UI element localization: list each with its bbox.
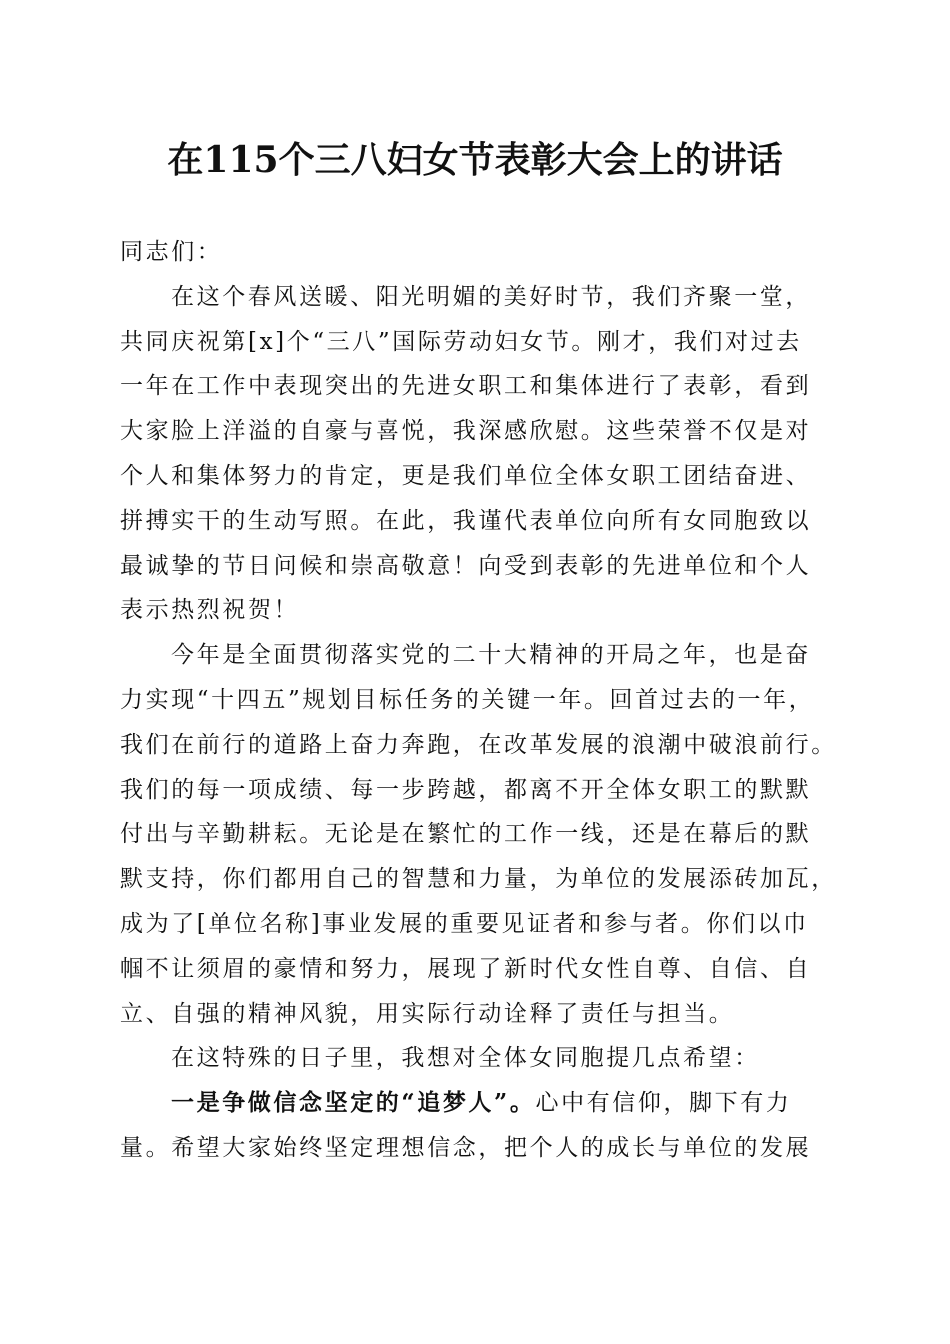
paragraph-line: 量。希望大家始终坚定理想信念，把个人的成长与单位的发展 <box>120 1134 812 1161</box>
paragraph-line: 最诚挚的节日问候和崇高敬意！向受到表彰的先进单位和个人 <box>120 552 812 579</box>
document-title: 在115个三八妇女节表彰大会上的讲话 <box>167 139 783 181</box>
paragraph-line: 成为了[单位名称]事业发展的重要见证者和参与者。你们以巾 <box>120 910 809 937</box>
paragraph-line: 付出与辛勤耕耘。无论是在繁忙的工作一线，还是在幕后的默 <box>120 821 812 848</box>
document-body <box>120 230 840 1171</box>
section-text: 心中有信仰，脚下有力 <box>535 1090 792 1117</box>
paragraph-line: 我们的每一项成绩、每一步跨越，都离不开全体女职工的默默 <box>120 776 812 803</box>
paragraph-line: 表示热烈祝贺！ <box>120 597 300 624</box>
paragraph-line: 帼不让须眉的豪情和努力，展现了新时代女性自尊、自信、自 <box>120 955 812 982</box>
paragraph-line: 立、自强的精神风貌，用实际行动诠释了责任与担当。 <box>120 1000 735 1027</box>
paragraph-line: 在这特殊的日子里，我想对全体女同胞提几点希望： <box>171 1045 760 1072</box>
section-heading: 一是争做信念坚定的“追梦人”。 <box>171 1089 536 1117</box>
paragraph-line: 在这个春风送暖、阳光明媚的美好时节，我们齐聚一堂， <box>171 283 811 310</box>
paragraph-line: 共同庆祝第[x]个“三八”国际劳动妇女节。刚才，我们对过去 <box>120 328 802 355</box>
paragraph-line: 拼搏实干的生动写照。在此，我谨代表单位向所有女同胞致以 <box>120 507 812 534</box>
paragraph-line: 今年是全面贯彻落实党的二十大精神的开局之年，也是奋 <box>171 642 811 669</box>
salutation: 同志们： <box>120 239 223 265</box>
paragraph-line <box>120 1081 840 1126</box>
paragraph-line: 一年在工作中表现突出的先进女职工和集体进行了表彰，看到 <box>120 373 812 400</box>
paragraph-line: 我们在前行的道路上奋力奔跑，在改革发展的浪潮中破浪前行。 <box>120 731 837 758</box>
paragraph-line: 大家脸上洋溢的自豪与喜悦，我深感欣慰。这些荣誉不仅是对 <box>120 418 812 445</box>
paragraph-line: 个人和集体努力的肯定，更是我们单位全体女职工团结奋进、 <box>120 462 812 489</box>
paragraph-line: 力实现“十四五”规划目标任务的关键一年。回首过去的一年， <box>120 686 815 713</box>
paragraph-line: 默支持，你们都用自己的智慧和力量，为单位的发展添砖加瓦， <box>120 866 837 893</box>
